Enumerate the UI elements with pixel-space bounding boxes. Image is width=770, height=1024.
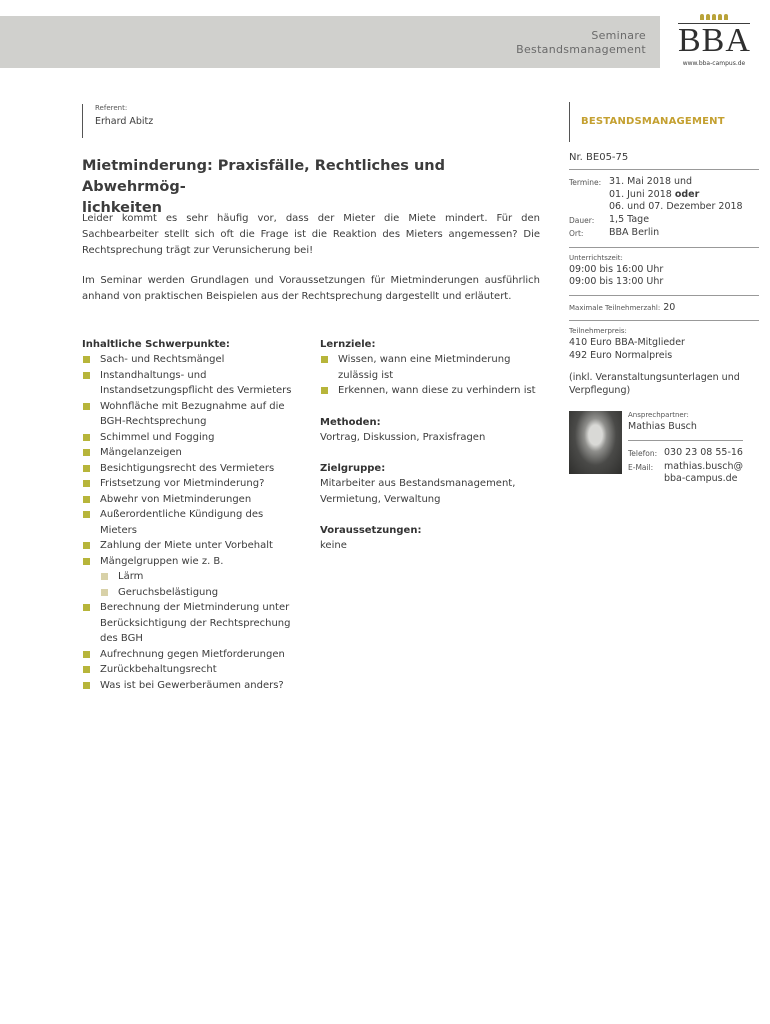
header-line-1: Seminare xyxy=(591,29,646,42)
referent-block xyxy=(82,104,153,138)
list-item: Wissen, wann eine Mietminderung zulässig ist xyxy=(320,352,550,383)
preis-label: Teilnehmerpreis: xyxy=(569,327,627,335)
list-item: Zurückbehaltungsrecht xyxy=(82,662,302,678)
email-line-2[interactable]: bba-campus.de xyxy=(664,473,738,484)
list-item: Zahlung der Miete unter Vorbehalt xyxy=(82,538,302,554)
voraussetzungen-text: keine xyxy=(320,540,347,551)
page-title xyxy=(82,156,552,219)
telefon-label: Telefon: xyxy=(628,449,658,458)
list-item: Sach- und Rechtsmängel xyxy=(82,352,302,368)
list-item: Was ist bei Gewerberäumen anders? xyxy=(82,678,302,694)
bba-logo xyxy=(678,14,750,67)
max-teilnehmer-block xyxy=(569,296,759,322)
email-label: E-Mail: xyxy=(628,462,654,472)
contact-label: Ansprechpartner: xyxy=(628,411,689,419)
lernziele-heading: Lernziele: xyxy=(320,339,376,350)
list-item: Abwehr von Mietminderungen xyxy=(82,492,302,508)
voraussetzungen-heading: Voraussetzungen: xyxy=(320,525,422,536)
unterricht-2: 09:00 bis 13:00 Uhr xyxy=(569,276,664,287)
header-title xyxy=(516,29,646,57)
list-item: Erkennen, wann diese zu verhindern ist xyxy=(320,383,550,399)
header-line-2: Bestandsmanagement xyxy=(516,43,646,56)
intro-paragraph-2: Im Seminar werden Grundlagen und Voraussetzungen für Mietminderungen ausführlich anhand von praktischen Beispielen aus der Rechtsprechung dargestellt und erläutert. xyxy=(82,275,540,302)
contact-name: Mathias Busch xyxy=(628,421,697,432)
logo-text: BBA xyxy=(678,22,751,59)
list-item: Fristsetzung vor Mietminderung? xyxy=(82,476,302,492)
preis-1: 410 Euro BBA-Mitglieder xyxy=(569,337,685,348)
termine-block xyxy=(569,170,759,248)
unterricht-label: Unterrichtszeit: xyxy=(569,253,623,262)
list-item-label: Mängelgruppen wie z. B. xyxy=(100,555,224,567)
ort-label: Ort: xyxy=(569,229,584,238)
referent-label: Referent: xyxy=(95,104,128,112)
list-item: Wohnfläche mit Bezugnahme auf die BGH-Rechtsprechung xyxy=(82,399,302,430)
max-value: 20 xyxy=(663,301,676,313)
email-line-1[interactable]: mathias.busch@ xyxy=(664,460,743,472)
methoden-heading: Methoden: xyxy=(320,416,381,428)
contact-block xyxy=(569,411,759,486)
list-item-with-sublist xyxy=(82,554,302,601)
zielgruppe-block xyxy=(320,461,550,507)
list-item: Mängelanzeigen xyxy=(82,445,302,461)
email-value[interactable] xyxy=(664,461,743,486)
details-column xyxy=(320,337,550,570)
zielgruppe-text: Mitarbeiter aus Bestandsmanagement, Vermietung, Verwaltung xyxy=(320,478,516,505)
unterricht-1: 09:00 bis 16:00 Uhr xyxy=(569,263,664,275)
unterricht-block xyxy=(569,248,759,296)
max-label: Maximale Teilnehmerzahl: xyxy=(569,303,661,312)
course-number: Nr. BE05-75 xyxy=(569,152,759,170)
dauer-value: 1,5 Tage xyxy=(609,213,650,225)
preis-2: 492 Euro Normalpreis xyxy=(569,349,673,361)
contact-info xyxy=(628,411,743,486)
termine-oder: oder xyxy=(674,188,700,200)
info-sidebar xyxy=(569,102,759,486)
inhalte-list xyxy=(82,352,302,693)
termine-date-2: 01. Juni 2018 xyxy=(609,188,672,200)
sub-list-item: Geruchsbelästigung xyxy=(100,585,302,601)
termine-label: Termine: xyxy=(569,178,602,187)
lernziele-list xyxy=(320,352,550,399)
referent-name: Erhard Abitz xyxy=(95,116,154,127)
header-band xyxy=(0,16,770,68)
voraussetzungen-block xyxy=(320,523,550,554)
list-item: Besichtigungsrecht des Vermieters xyxy=(82,461,302,477)
dauer-label: Dauer: xyxy=(569,215,595,225)
contact-photo xyxy=(569,411,622,474)
title-line-2: lichkeiten xyxy=(82,200,163,216)
inhalte-column xyxy=(82,337,302,693)
logo-dots-icon xyxy=(678,14,750,22)
preis-note: (inkl. Veranstaltungsunterlagen und Verpflegung) xyxy=(569,372,740,396)
zielgruppe-heading: Zielgruppe: xyxy=(320,463,386,474)
logo-url: www.bba-campus.de xyxy=(682,60,746,67)
termine-line-3: 06. und 07. Dezember 2018 xyxy=(609,201,743,212)
telefon-value: 030 23 08 55-16 xyxy=(664,447,743,458)
category-label: BESTANDSMANAGEMENT xyxy=(581,116,725,127)
termine-value xyxy=(609,176,743,214)
methoden-text: Vortrag, Diskussion, Praxisfragen xyxy=(320,431,486,443)
category-row xyxy=(569,102,759,142)
list-item: Außerordentliche Kündigung des Mieters xyxy=(82,507,302,538)
list-item: Aufrechnung gegen Mietforderungen xyxy=(82,647,302,663)
list-item: Schimmel und Fogging xyxy=(82,430,302,446)
termine-line-1: 31. Mai 2018 und xyxy=(609,176,693,187)
list-item: Berechnung der Mietminderung unter Berücksichtigung der Rechtsprechung des BGH xyxy=(82,600,302,647)
inhalte-heading: Inhaltliche Schwerpunkte: xyxy=(82,339,230,350)
list-item: Instandhaltungs- und Instandsetzungspflicht des Vermieters xyxy=(82,368,302,399)
lernziele-block xyxy=(320,337,550,399)
preis-block xyxy=(569,321,759,403)
sub-list-item: Lärm xyxy=(100,569,302,585)
intro-paragraph-1: Leider kommt es sehr häufig vor, dass der Mieter die Miete mindert. Für den Sachbearbeiter stellt sich oft die Frage ist die Reaktion des Mieters angemessen? Die Rechtsprechung trägt zur Verunsicherung bei! xyxy=(82,213,540,256)
title-line-1: Mietminderung: Praxisfälle, Rechtliches und Abwehrmög- xyxy=(82,158,445,195)
methoden-block xyxy=(320,415,550,446)
sub-list xyxy=(100,569,302,600)
ort-value: BBA Berlin xyxy=(609,227,660,238)
termine-line-2 xyxy=(609,189,743,202)
